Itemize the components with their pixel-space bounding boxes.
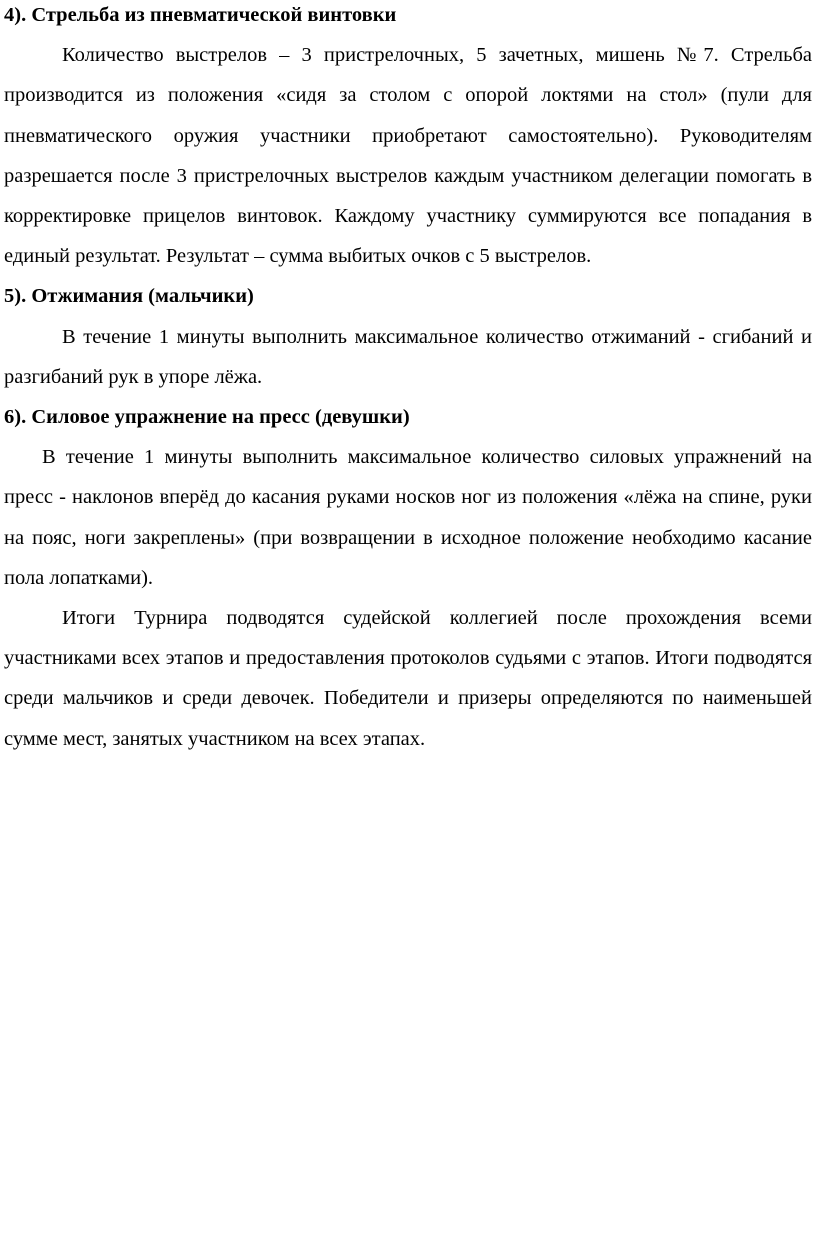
section-paragraph-abs: В течение 1 минуты выполнить максимальное количество силовых упражнений на пресс - наклонов вперёд до касания руками носков ног из положения «лёжа на спине, руки на пояс, ноги закреплены» (при возвращении в исходное положение необходимо касание пола лопатками). — [4, 446, 812, 589]
section-paragraph-shooting: Количество выстрелов – 3 пристрелочных, 5 зачетных, мишень №7. Стрельба производится из положения «сидя за столом с опорой локтями на стол» (пули для пневматического оружия участники приобретают самостоятельно). Руководителям разрешается после 3 пристрелочных выстрелов каждым участником делегации помогать в корректировке прицелов винтовок. Каждому участнику суммируются все попадания в единый результат. Результат – сумма выбитых очков с 5 выстрелов. — [4, 44, 812, 268]
section-heading-shooting: 4). Стрельба из пневматической винтовки — [4, 4, 397, 26]
section-heading-abs: 6). Силовое упражнение на пресс (девушки) — [4, 406, 410, 429]
section-paragraph-pushups: В течение 1 минуты выполнить максимальное количество отжиманий - сгибаний и разгибаний рук в упоре лёжа. — [4, 325, 812, 388]
section-heading-pushups: 5). Отжимания (мальчики) — [4, 285, 254, 308]
document-content — [4, 0, 812, 759]
summary-paragraph: Итоги Турнира подводятся судейской коллегией после прохождения всеми участниками всех этапов и предоставления протоколов судьями с этапов. Итоги подводятся среди мальчиков и среди девочек. Победители и призеры определяются по наименьшей сумме мест, занятых участником на всех этапах. — [4, 607, 812, 750]
